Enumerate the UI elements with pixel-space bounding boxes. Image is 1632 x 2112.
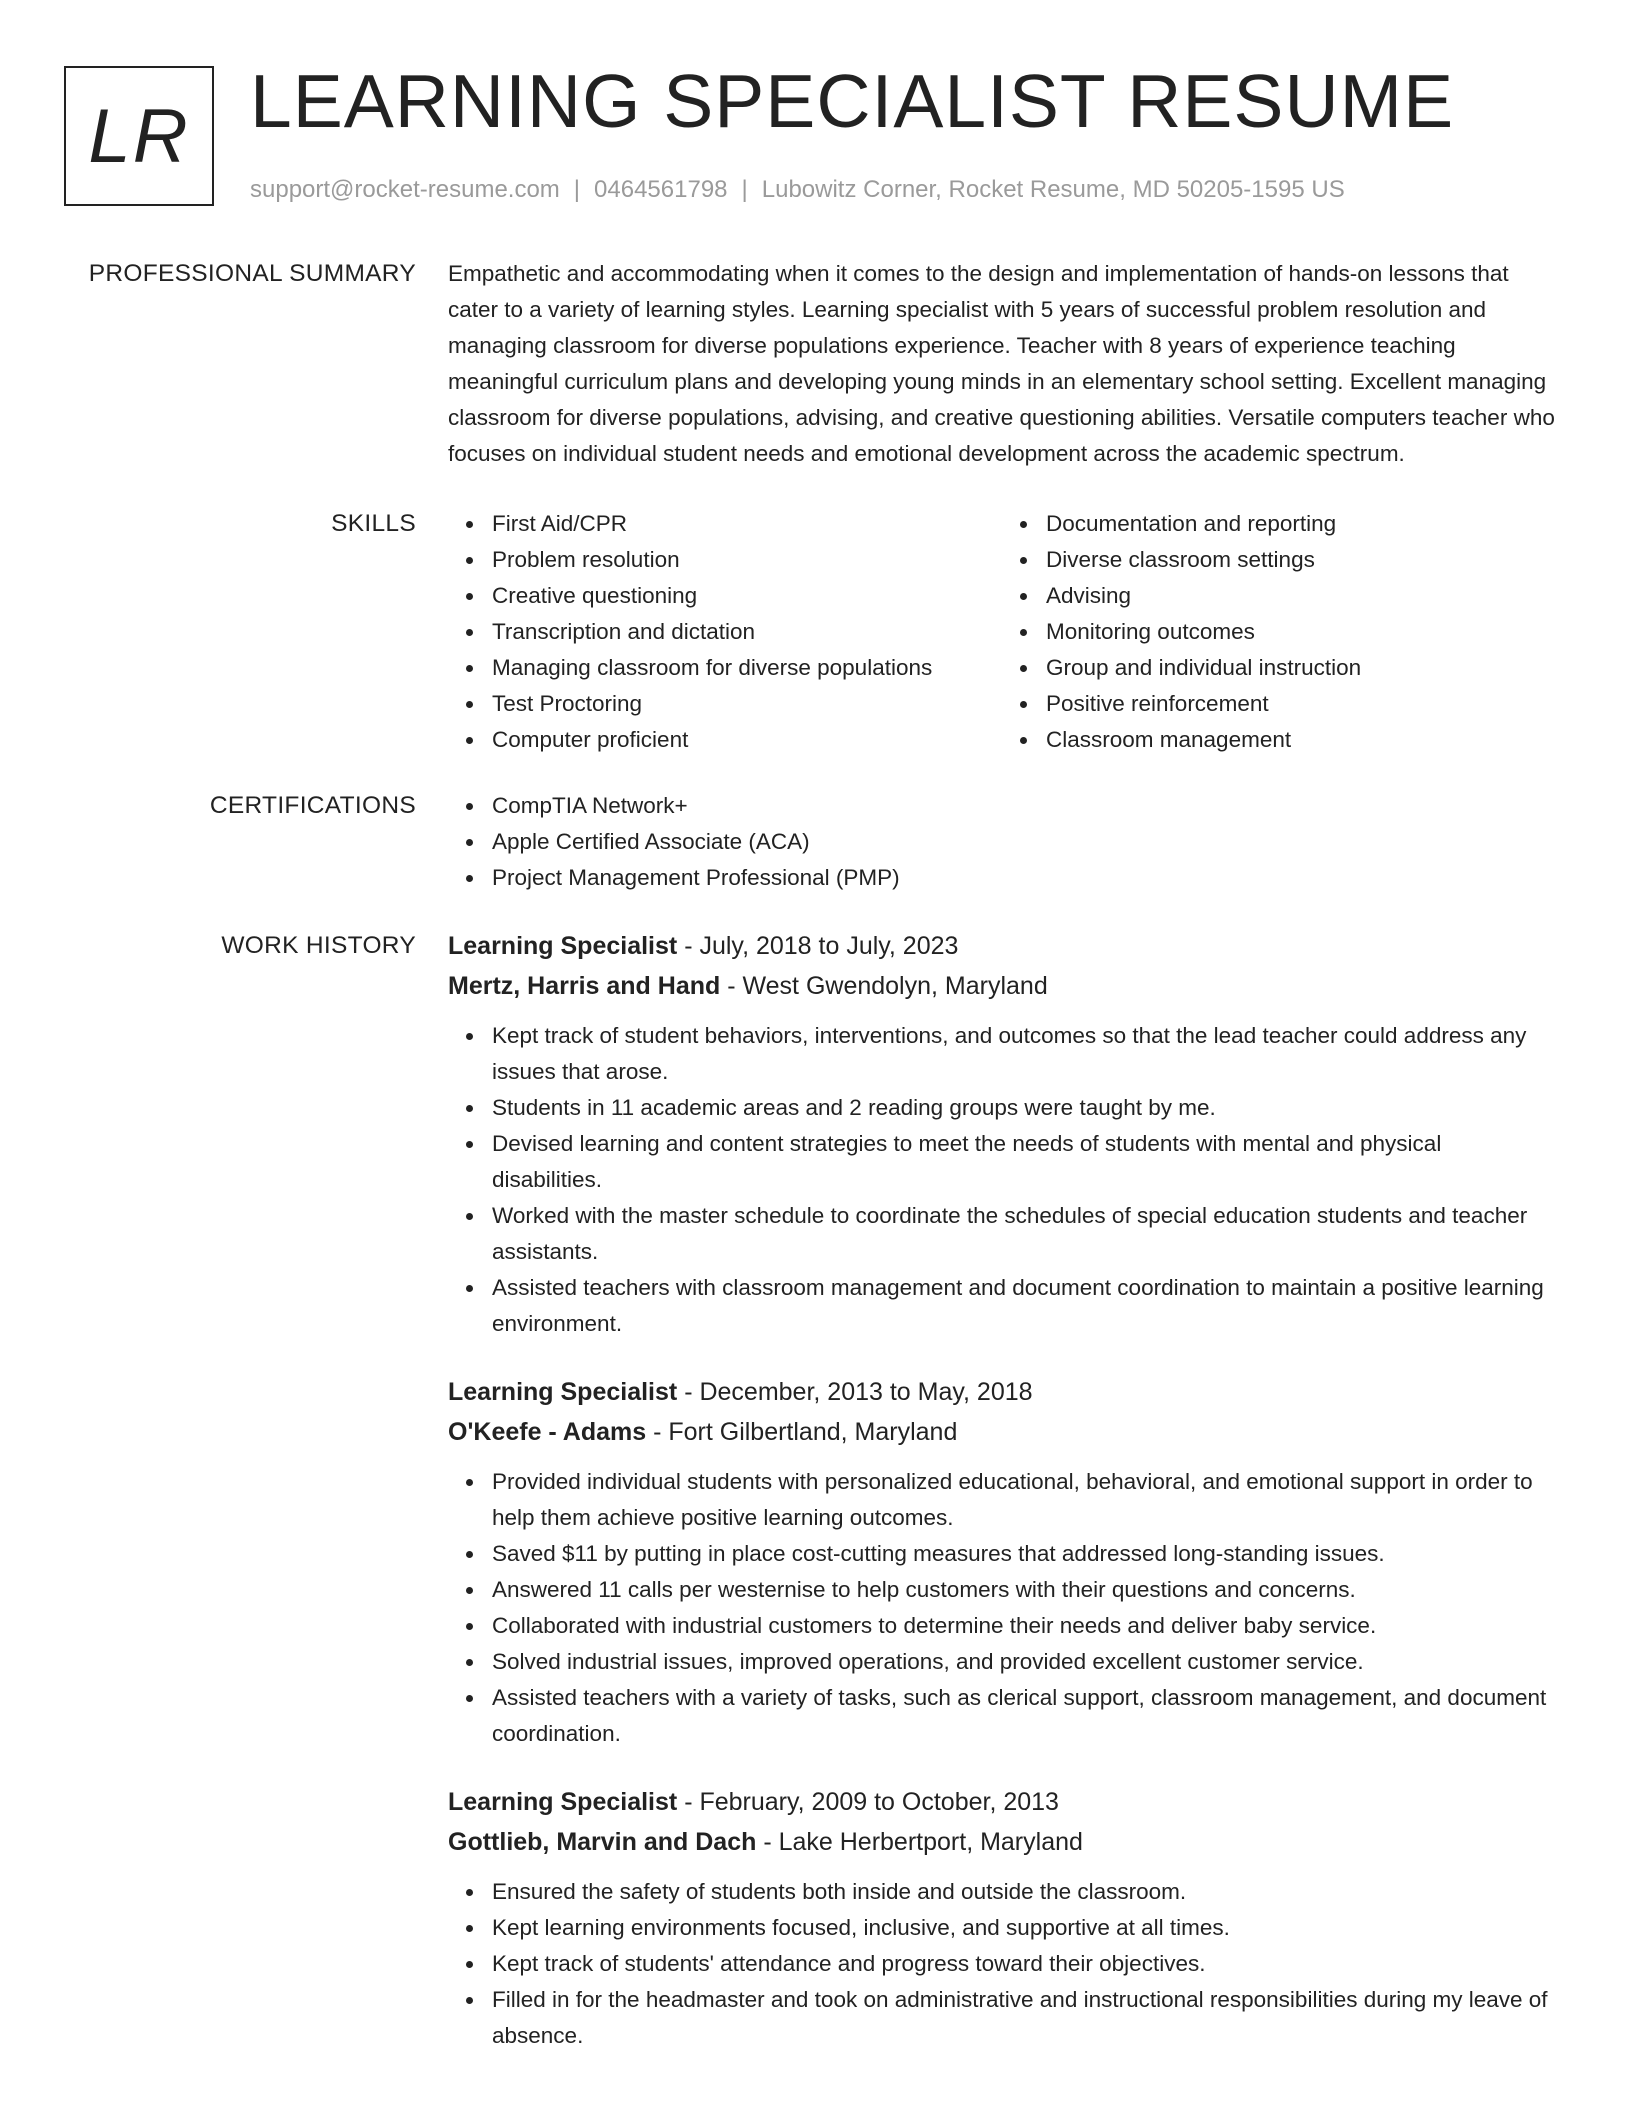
job-location: - West Gwendolyn, Maryland [720, 972, 1048, 1000]
job-company: Gottlieb, Marvin and Dach [448, 1828, 757, 1856]
certification-item: Project Management Professional (PMP) [492, 860, 1556, 896]
skill-item: Advising [1046, 578, 1556, 614]
job-bullet: Kept track of students' attendance and progress toward their objectives. [492, 1946, 1556, 1982]
job-dates: - July, 2018 to July, 2023 [677, 932, 959, 960]
skill-item: Computer proficient [492, 722, 1002, 758]
certification-item: CompTIA Network+ [492, 788, 1556, 824]
job-location: - Lake Herbertport, Maryland [756, 1828, 1083, 1856]
work-history-section [0, 926, 1632, 2054]
job-title: Learning Specialist [448, 1378, 678, 1406]
job-title: Learning Specialist [448, 1788, 678, 1816]
job-bullet: Worked with the master schedule to coordinate the schedules of special education students and teacher assistants. [492, 1198, 1556, 1270]
job-bullet: Provided individual students with personalized educational, behavioral, and emotional support in order to help them achieve positive learning outcomes. [492, 1464, 1556, 1536]
job-bullet: Saved $11 by putting in place cost-cutting measures that addressed long-standing issues. [492, 1536, 1556, 1572]
skills-list-right [1002, 506, 1556, 758]
job-company: O'Keefe - Adams [448, 1418, 647, 1446]
contact-separator: | [573, 176, 581, 203]
job-title-line [448, 926, 1556, 966]
section-label: CERTIFICATIONS [209, 792, 416, 819]
job-bullet: Answered 11 calls per westernise to help customers with their questions and concerns. [492, 1572, 1556, 1608]
skill-item: Documentation and reporting [1046, 506, 1556, 542]
certifications-section [0, 788, 1632, 896]
certifications-list [448, 788, 1556, 896]
job-dates: - December, 2013 to May, 2018 [677, 1378, 1033, 1406]
job-entry [448, 1372, 1556, 1752]
contact-line [250, 174, 1345, 206]
skill-item: Test Proctoring [492, 686, 1002, 722]
contact-phone: 0464561798 [594, 176, 728, 203]
skill-item: Managing classroom for diverse populations [492, 650, 1002, 686]
job-bullet: Solved industrial issues, improved operations, and provided excellent customer service. [492, 1644, 1556, 1680]
job-bullet: Assisted teachers with classroom management and document coordination to maintain a positive learning environment. [492, 1270, 1556, 1342]
job-bullet: Filled in for the headmaster and took on administrative and instructional responsibilities during my leave of absence. [492, 1982, 1556, 2054]
monogram-logo: LR [64, 66, 214, 206]
section-body [448, 788, 1556, 896]
job-entry [448, 926, 1556, 1342]
summary-section [0, 256, 1632, 472]
contact-address: Lubowitz Corner, Rocket Resume, MD 50205-1595 US [761, 176, 1345, 203]
certification-item: Apple Certified Associate (ACA) [492, 824, 1556, 860]
job-dates: - February, 2009 to October, 2013 [677, 1788, 1059, 1816]
skill-item: Group and individual instruction [1046, 650, 1556, 686]
job-bullets [448, 1874, 1556, 2054]
skill-item: First Aid/CPR [492, 506, 1002, 542]
summary-text: Empathetic and accommodating when it comes to the design and implementation of hands-on lessons that cater to a variety of learning styles. Learning specialist with 5 years of successful problem resolution and managing classroom for diverse populations experience. Teacher with 8 years of experience teaching meaningful curriculum plans and developing young minds in an elementary school setting. Excellent managing classroom for diverse populations, advising, and creative questioning abilities. Versatile computers teacher who focuses on individual student needs and emotional development across the academic spectrum. [448, 261, 1555, 466]
skill-item: Problem resolution [492, 542, 1002, 578]
job-title-line [448, 1372, 1556, 1412]
job-company: Mertz, Harris and Hand [448, 972, 721, 1000]
section-body [448, 256, 1556, 472]
section-label: PROFESSIONAL SUMMARY [88, 260, 416, 287]
section-label: SKILLS [331, 510, 416, 537]
job-company-line [448, 966, 1556, 1006]
skill-item: Transcription and dictation [492, 614, 1002, 650]
job-bullets [448, 1464, 1556, 1752]
skills-grid [448, 506, 1556, 758]
job-company-line [448, 1822, 1556, 1862]
skill-item: Diverse classroom settings [1046, 542, 1556, 578]
resume-sections [0, 256, 1632, 2054]
skill-item: Positive reinforcement [1046, 686, 1556, 722]
job-company-line [448, 1412, 1556, 1452]
job-bullet: Kept learning environments focused, inclusive, and supportive at all times. [492, 1910, 1556, 1946]
job-bullet: Assisted teachers with a variety of tasks, such as clerical support, classroom management, and document coordination. [492, 1680, 1556, 1752]
job-title-line [448, 1782, 1556, 1822]
job-location: - Fort Gilbertland, Maryland [646, 1418, 958, 1446]
job-entry [448, 1782, 1556, 2054]
job-bullet: Collaborated with industrial customers to determine their needs and deliver baby service. [492, 1608, 1556, 1644]
skill-item: Classroom management [1046, 722, 1556, 758]
job-bullet: Students in 11 academic areas and 2 reading groups were taught by me. [492, 1090, 1556, 1126]
section-body [448, 926, 1556, 2054]
skills-section [0, 506, 1632, 758]
job-title: Learning Specialist [448, 932, 678, 960]
skills-list-left [448, 506, 1002, 758]
page-title: LEARNING SPECIALIST RESUME [250, 59, 1455, 143]
contact-email: support@rocket-resume.com [250, 176, 560, 203]
section-label: WORK HISTORY [221, 932, 416, 959]
job-bullet: Devised learning and content strategies to meet the needs of students with mental and physical disabilities. [492, 1126, 1556, 1198]
contact-separator: | [741, 176, 748, 203]
job-bullet: Ensured the safety of students both inside and outside the classroom. [492, 1874, 1556, 1910]
skill-item: Monitoring outcomes [1046, 614, 1556, 650]
job-bullet: Kept track of student behaviors, interventions, and outcomes so that the lead teacher could address any issues that arose. [492, 1018, 1556, 1090]
job-bullets [448, 1018, 1556, 1342]
skill-item: Creative questioning [492, 578, 1002, 614]
